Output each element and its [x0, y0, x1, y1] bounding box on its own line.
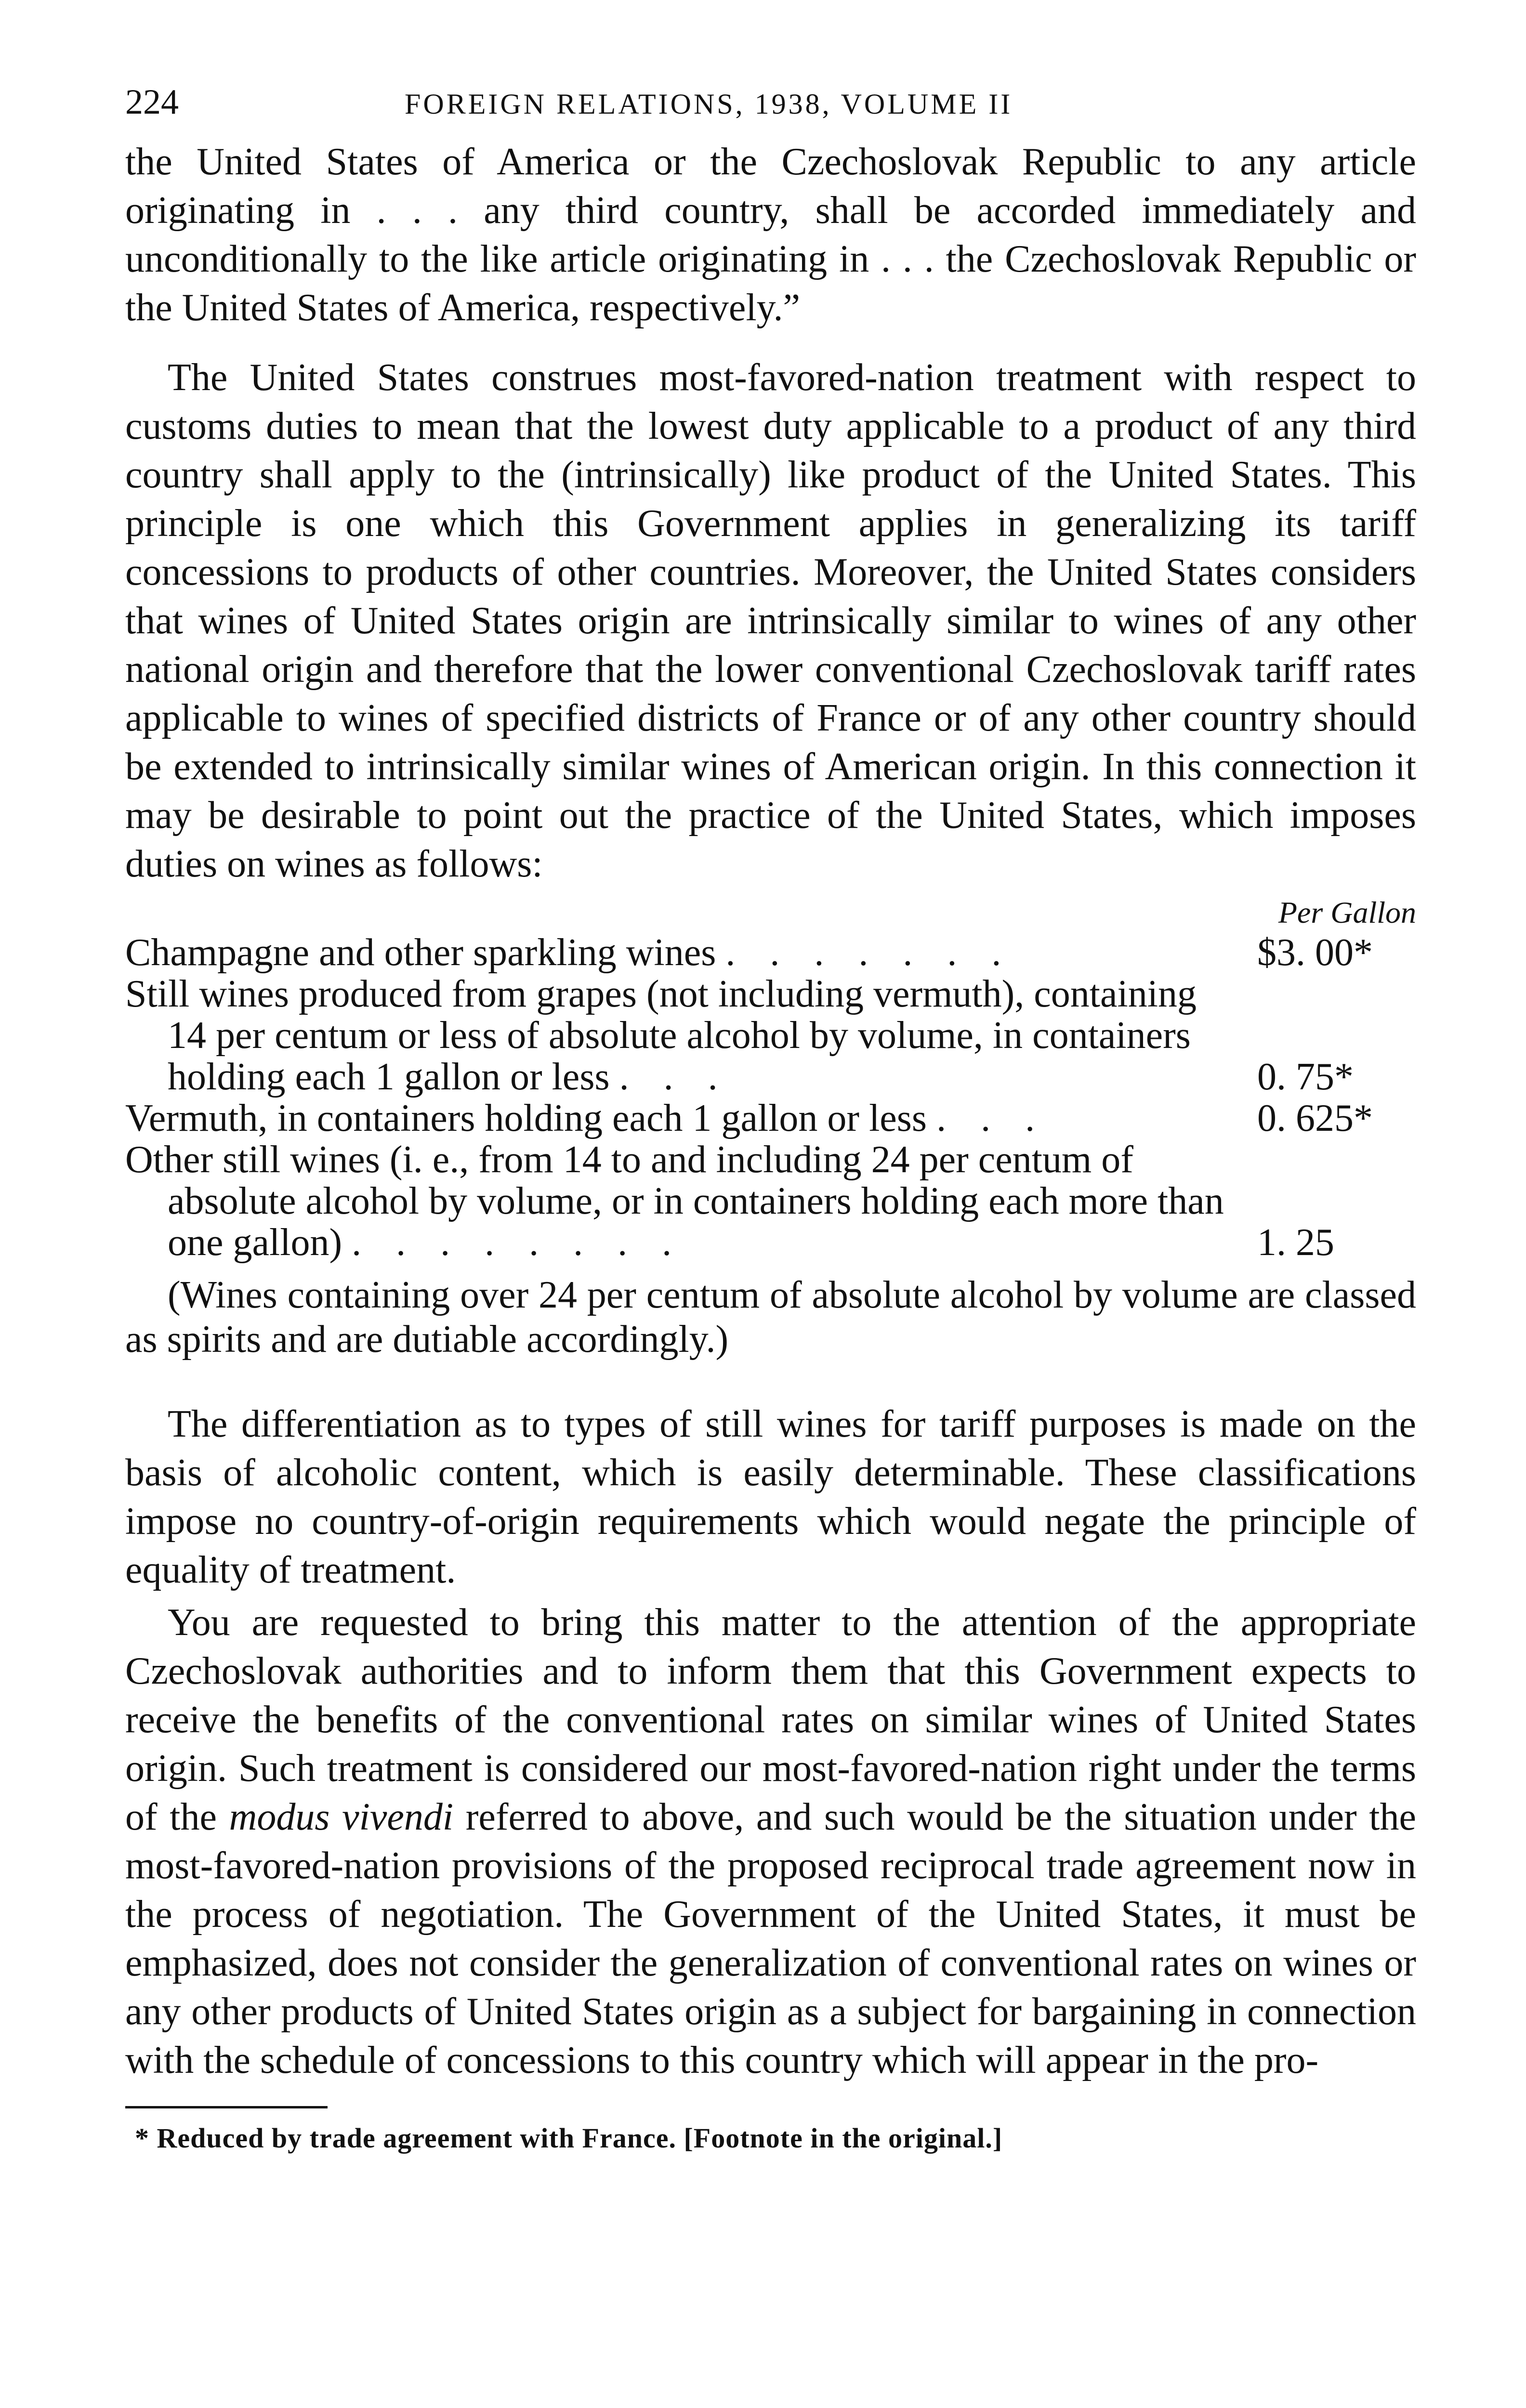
duty-item: Still wines produced from grapes (not including vermuth), containing 14 per centum or less of absolute alcohol by volume, in containers holding each 1 gallon or less . . . — [125, 973, 1197, 1098]
paragraph-request: You are requested to bring this matter to the attention of the appropriate Czechoslovak authorities and to inform them that this Government expects to receive the benefits of the conventional rates on similar wines of United States origin. Such treatment is considered our most-favored-nation right under the terms of the modus vivendi referred to above, and such would be the situation under the most-favored-nation provisions of the proposed reciprocal trade agreement now in the process of negotiation. The Government of the United States, it must be emphasized, does not consider the generalization of conventional rates on wines or any other products of United States origin as a subject for bargaining in connection with the schedule of concessions to this country which will appear in the pro- — [125, 1601, 1417, 2081]
duty-rate: 0. 625* — [1257, 1097, 1373, 1139]
document-page — [125, 72, 1416, 2154]
leader-dots: . . . — [936, 1097, 1048, 1139]
running-header — [125, 72, 1416, 130]
duty-item: Vermuth, in containers holding each 1 gallon or less . . . — [125, 1097, 1048, 1139]
footnote-divider — [125, 2106, 328, 2108]
duty-row — [125, 932, 1416, 973]
duty-row — [125, 973, 1416, 1098]
duty-column-header: Per Gallon — [1278, 895, 1416, 929]
paragraph-mfn-treatment: The United States construes most-favored-nation treatment with respect to customs duties to mean that the lowest duty applicable to a product of any third country shall apply to the (intrinsically) like product of the United States. This principle is one which this Government applies in generalizing its tariff concessions to products of other countries. Moreover, the United States considers that wines of United States origin are intrinsically similar to wines of any other national origin and therefore that the lower conventional Czechoslovak tariff rates applicable to wines of specified districts of France or of any other country should be extended to intrinsically similar wines of American origin. In this connection it may be desirable to point out the practice of the United States, which imposes duties on wines as follows: — [125, 356, 1416, 885]
duty-row — [125, 1098, 1416, 1139]
duty-table — [125, 893, 1416, 1263]
duty-item: Champagne and other sparkling wines . . . . . . . — [125, 931, 1014, 974]
paragraph-continuation: the United States of America or the Czechoslovak Republic to any article originating in . . . any third country, shall be accorded immediately and unconditionally to the like article originating in . . . the Czechoslovak Republic or the United States of America, respectively.” — [125, 141, 1416, 329]
leader-dots: . . . . . . . . — [352, 1221, 684, 1264]
table-note: (Wines containing over 24 per centum of absolute alcohol by volume are classed as spirits and are dutiable accordingly.) — [125, 1274, 1416, 1361]
duty-row — [125, 1139, 1416, 1263]
running-title: FOREIGN RELATIONS, 1938, VOLUME II — [405, 88, 1013, 120]
duty-rate: 1. 25 — [1257, 1221, 1334, 1264]
duty-rate: $3. 00* — [1257, 931, 1373, 974]
leader-dots: . . . — [619, 1056, 730, 1098]
page-number: 224 — [125, 82, 179, 122]
duty-item: Other still wines (i. e., from 14 to and including 24 per centum of absolute alcohol by volume, or in containers holding each more than one gallon) . . . . . . . . — [125, 1139, 1224, 1264]
paragraph-differentiation: The differentiation as to types of still wines for tariff purposes is made on the basis of alcoholic content, which is easily determinable. These classifications impose no country-of-origin requirements which would negate the principle of equality of treatment. — [125, 1403, 1416, 1591]
italic-term: modus vivendi — [229, 1796, 454, 1838]
footnote: * Reduced by trade agreement with France. [Footnote in the original.] — [135, 2122, 1003, 2154]
duty-rate: 0. 75* — [1257, 1056, 1354, 1098]
leader-dots: . . . . . . . — [725, 931, 1014, 974]
